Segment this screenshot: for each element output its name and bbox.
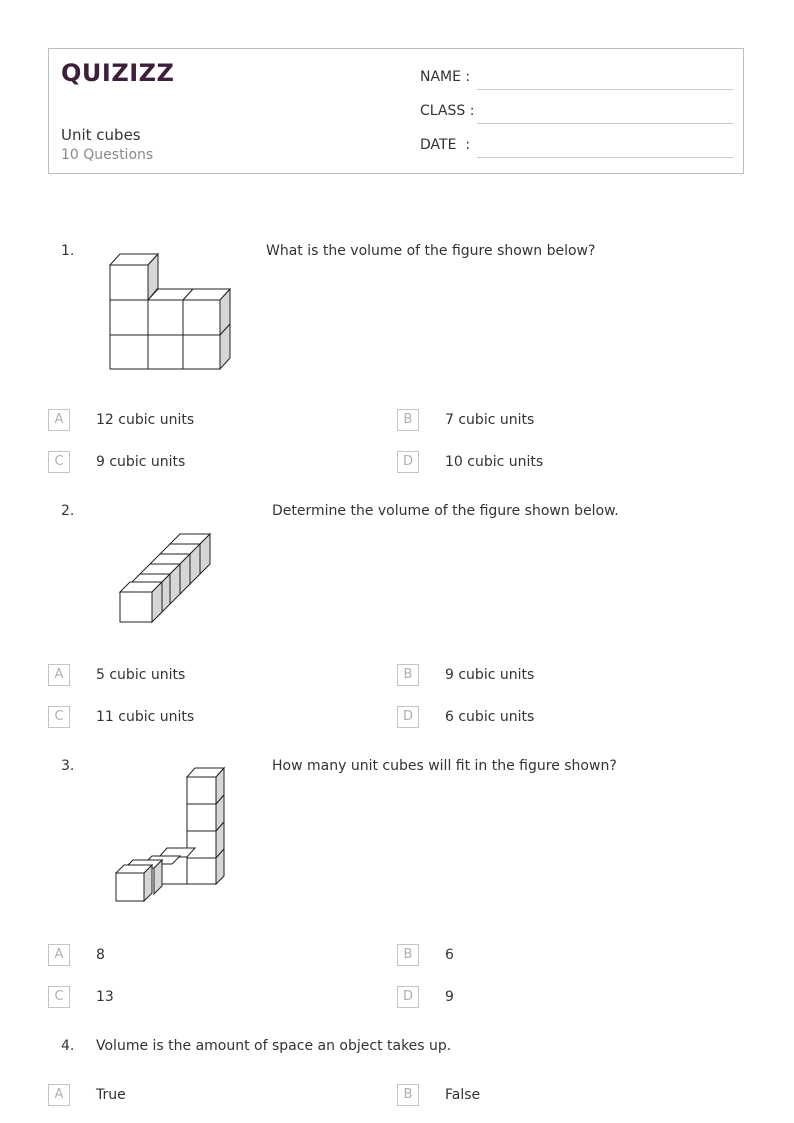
q3-option-a-letter[interactable]: A [48,944,70,966]
q1-option-d-letter[interactable]: D [397,451,419,473]
question-count: 10 Questions [61,147,154,163]
question-4-number: 4. [61,1038,75,1054]
q2-option-d-letter[interactable]: D [397,706,419,728]
q3-option-a-text[interactable]: 8 [96,947,105,963]
q1-option-b-text[interactable]: 7 cubic units [445,412,535,428]
q4-option-a-letter[interactable]: A [48,1084,70,1106]
q3-option-d-text[interactable]: 9 [445,989,454,1005]
worksheet-header [48,48,744,174]
q3-option-b-letter[interactable]: B [397,944,419,966]
q3-option-c-text[interactable]: 13 [96,989,114,1005]
q4-option-b-text[interactable]: False [445,1087,481,1103]
q2-option-c-letter[interactable]: C [48,706,70,728]
question-3-number: 3. [61,758,75,774]
class-label: CLASS : [420,103,475,119]
question-2-number: 2. [61,503,75,519]
q1-option-d-text[interactable]: 10 cubic units [445,454,544,470]
q1-option-b-letter[interactable]: B [397,409,419,431]
q3-option-b-text[interactable]: 6 [445,947,454,963]
class-line[interactable] [477,123,733,124]
quizizz-logo: QUIZIZZ [61,59,175,87]
question-1-number: 1. [61,243,75,259]
name-line[interactable] [477,89,733,90]
question-2-figure [110,528,220,628]
q1-option-a-text[interactable]: 12 cubic units [96,412,195,428]
question-3-figure [108,762,233,907]
question-1-figure [100,245,240,375]
q2-option-d-text[interactable]: 6 cubic units [445,709,535,725]
q2-option-a-letter[interactable]: A [48,664,70,686]
worksheet-title: Unit cubes [61,126,141,144]
question-4-text: Volume is the amount of space an object takes up. [96,1038,452,1054]
q3-option-d-letter[interactable]: D [397,986,419,1008]
date-label: DATE : [420,137,471,153]
question-2-text: Determine the volume of the figure shown below. [272,503,619,519]
question-3-text: How many unit cubes will fit in the figure shown? [272,758,617,774]
q4-option-a-text[interactable]: True [96,1087,126,1103]
q2-option-c-text[interactable]: 11 cubic units [96,709,195,725]
q3-option-c-letter[interactable]: C [48,986,70,1008]
q2-option-b-text[interactable]: 9 cubic units [445,667,535,683]
date-line[interactable] [477,157,733,158]
q1-option-a-letter[interactable]: A [48,409,70,431]
q1-option-c-letter[interactable]: C [48,451,70,473]
q1-option-c-text[interactable]: 9 cubic units [96,454,186,470]
q4-option-b-letter[interactable]: B [397,1084,419,1106]
q2-option-a-text[interactable]: 5 cubic units [96,667,186,683]
name-label: NAME : [420,69,471,85]
question-1-text: What is the volume of the figure shown below? [266,243,596,259]
q2-option-b-letter[interactable]: B [397,664,419,686]
